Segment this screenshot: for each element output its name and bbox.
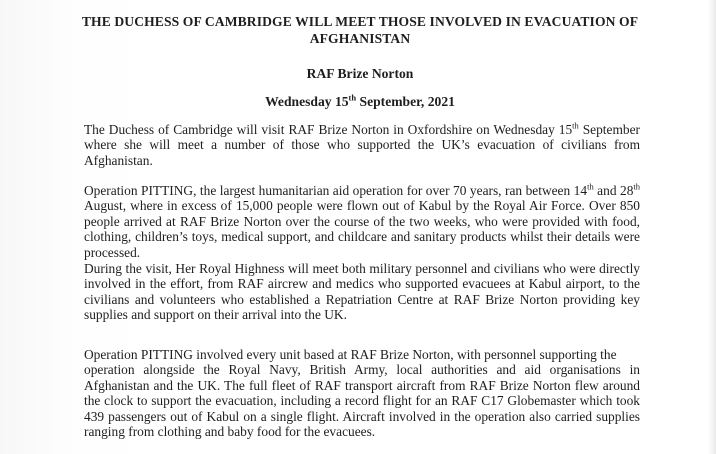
paragraph-4: [84, 347, 640, 439]
paragraph-3-line-4: supplies and support on their arrival into the UK.: [84, 307, 347, 323]
paragraph-2-line-1: [84, 183, 640, 198]
p2-l1-ordinal-1: th: [587, 181, 594, 192]
paragraph-4-line-4: the clock to support the evacuation, including a record flight for an RAF C17 Globemaster which took: [84, 393, 640, 409]
date-suffix: September, 2021: [356, 94, 455, 109]
paragraph-3: [84, 261, 640, 323]
paragraph-1-line-3: Afghanistan.: [84, 152, 153, 168]
paragraph-1: [84, 122, 640, 168]
paragraph-4-line-5: 439 passengers out of Kabul on a single flight. Aircraft involved in the operation also carried supplies: [84, 408, 640, 424]
p1-l1-text-a: The Duchess of Cambridge will visit RAF Brize Norton in Oxfordshire on Wednesday 15: [84, 122, 573, 137]
page-edge-shadow: [708, 0, 716, 454]
p2-l1-text-b: and 28: [593, 183, 634, 198]
paragraph-2-line-2: August, where in excess of 15,000 people were flown out of Kabul by the Royal Air Force. Over 850: [84, 198, 640, 214]
paragraph-4-line-3: Afghanistan and the UK. The full fleet of RAF transport aircraft from RAF Brize Norton flew around: [84, 377, 640, 393]
paragraph-2-line-3: people arrived at RAF Brize Norton over the course of the two weeks, who were provided with food,: [84, 213, 640, 229]
paragraph-4-line-1: Operation PITTING involved every unit based at RAF Brize Norton, with personnel supporting the: [84, 347, 617, 362]
date-ordinal: th: [348, 92, 357, 103]
title-line-1: THE DUCHESS OF CAMBRIDGE WILL MEET THOSE INVOLVED IN EVACUATION OF: [81, 14, 639, 29]
paragraph-3-line-3: civilians and volunteers who established a Repatriation Centre at RAF Brize Norton providing key: [84, 291, 640, 307]
p2-l1-text-a: Operation PITTING, the largest humanitarian aid operation for over 70 years, ran between 14: [84, 183, 588, 198]
paragraph-2-line-5: processed.: [84, 244, 141, 260]
p1-l1-text-b: September: [578, 122, 640, 137]
paragraph-1-line-2: where she will meet a number of those who supported the UK’s evacuation of civilians from: [84, 137, 640, 153]
paragraph-2: [84, 183, 640, 260]
paragraph-4-line-6: ranging from clothing and baby food for the evacuees.: [84, 424, 376, 440]
date-prefix: Wednesday 15: [265, 94, 349, 109]
paragraph-4-line-2: operation alongside the Royal Navy, British Army, local authorities and aid organisations in: [84, 362, 640, 378]
title-line-2: AFGHANISTAN: [309, 31, 411, 46]
p2-l1-ordinal-2: th: [633, 181, 641, 192]
location-heading: RAF Brize Norton: [306, 66, 414, 81]
paragraph-1-line-1: [84, 122, 640, 137]
date-heading: [60, 93, 660, 110]
document-title: [60, 13, 660, 47]
paragraph-3-line-1: During the visit, Her Royal Highness will meet both military personnel and civilians who were directly: [84, 261, 640, 276]
paragraph-3-line-2: involved in the effort, from RAF aircrew and medics who supported evacuees at Kabul airport, to the: [84, 276, 640, 292]
paragraph-2-line-4: clothing, children’s toys, medical support, and childcare and sanitary products whilst their details were: [84, 229, 640, 245]
p1-l1-ordinal: th: [572, 120, 579, 131]
